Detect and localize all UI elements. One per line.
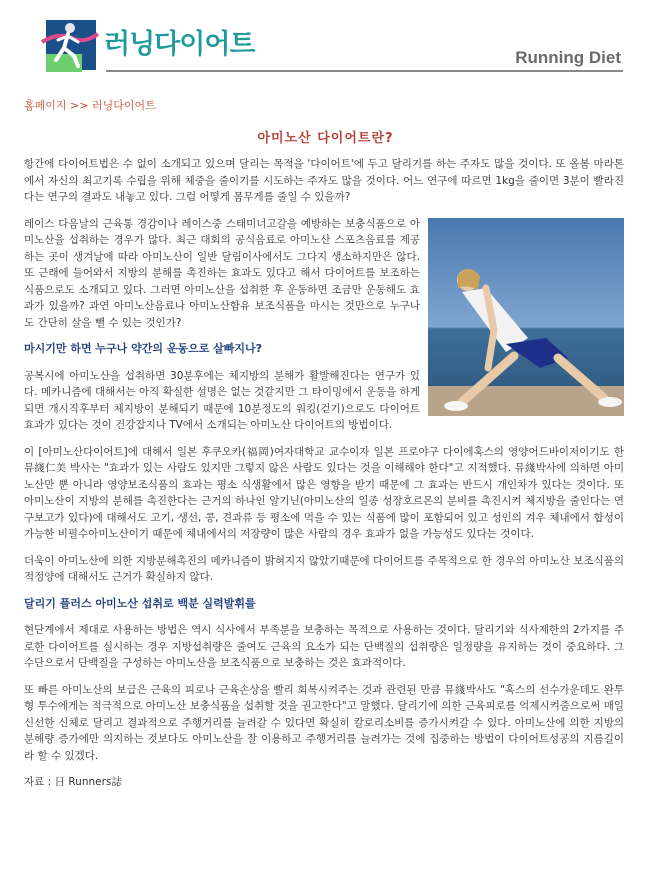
logo-text[interactable]: 러닝다이어트 xyxy=(104,29,255,60)
article-paragraph: 항간에 다이어트법은 수 없이 소개되고 있으며 달리는 목적을 '다이어트'에 두고 달리기를 하는 주자도 많을 것이다. 또 올봄 마라톤에서 자신의 최고기록 수립을 위해 체중을 줄이기를 시도하는 주자도 많을 것이다. 어느 연구에 따르면 1kg을 줄이면 3분이 빨라진다는 연구의 결과도 내놓고 있다. 그럼 어떻게 몸무게를 줄일 수 있을까? xyxy=(24,158,624,203)
breadcrumb-current-link[interactable]: 러닝다이어트 xyxy=(91,99,156,112)
brand-title: Running Diet xyxy=(515,48,621,67)
article-paragraph: 공복시에 아미노산을 섭취하면 30분후에는 체지방의 분해가 활발해진다는 연구가 있다. 메카니즘에 대해서는 아직 확실한 설명은 없는 것같지만 그 타이밍에서 운동을 하게되면 개시직후부터 체지방이 분해되기 때문에 10분정도의 워킹(걷기)으로도 다이어트효과가 있다는 것이 건강잡지나 TV에서 소개되는 아미노산 다이어트의 방법이다. xyxy=(24,369,420,431)
breadcrumb xyxy=(24,97,156,113)
breadcrumb-separator: >> xyxy=(70,99,89,112)
section-heading: 마시기만 하면 누구나 약간의 운동으로 살빠지나? xyxy=(24,342,263,355)
header-divider xyxy=(106,70,623,72)
page-title: 아미노산 다이어트란? xyxy=(257,131,394,146)
article-body xyxy=(24,156,624,791)
article-source: 자료 : 日 Runners誌 xyxy=(24,776,122,788)
page-header xyxy=(0,0,651,78)
article-paragraph: 이 [아미노산다이어트]에 대해서 일본 후쿠오카(福岡)여자대학교 교수이자 일본 프로야구 다이에혹스의 영양어드바이저이기도 한 뮤綫仁美 박사는 "효과가 있는 사람도 있지만 그렇지 않은 사람도 있다는 것을 이해해야 한다"고 지적했다. 뮤綫박사에 의하면 아미노산만 뿐 아니라 영양보조식품의 효과는 평소 식생활에서 많은 영향을 받기 때문에 그 효과는 반드시 개인차가 있다는 것이다. 또 아미노산이 지방의 분해를 촉진한다는 근거의 하나인 알기닌(아미노산의 일종 성장호르몬의 분비를 촉진시켜 체지방을 줄인다는 연구보고가 있다)에 대해서도 고기, 생선, 콩, 견과류 등 평소에 먹을 수 있는 식품에 많이 포함되어 있고 성인의 겨우 체내에서 합성이 가능한 비필수아미노산이기 때문에 체내에서의 저장량이 많은 사람의 경우 효과가 없을 가능성도 있다는 것이다. xyxy=(24,445,624,540)
stretching-runner-photo xyxy=(428,218,624,416)
article-paragraph: 현단계에서 제대로 사용하는 방법은 역시 식사에서 부족분을 보충하는 목적으로 사용하는 것이다. 달리기와 식사제한의 2가지를 주로한 다이어트를 실시하는 경우 지방섭취량은 줄여도 근육의 요소가 되는 단백질의 섭취량은 일정량을 유지하는 것이 중요하다. 그 수단으로서 단백질을 구성하는 아미노산을 보조식품으로 보충하는 것은 효과적이다. xyxy=(24,624,624,669)
article-paragraph: 더욱이 아미노산에 의한 지방분해촉진의 메카니즘이 밝혀지지 않았기때문에 다이어트를 주목적으로 한 경우의 아미노산 보조식품의 적정양에 대해서도 근거가 확실하지 않다. xyxy=(24,554,624,583)
breadcrumb-home-link[interactable]: 홈페이지 xyxy=(24,99,67,112)
section-heading: 달리기 플러스 아미노산 섭취로 백분 실력발휘를 xyxy=(24,596,256,610)
runner-logo-icon xyxy=(38,14,100,76)
article-paragraph: 레이스 다음날의 근육통 경감이나 레이스중 스태미너고갈을 예방하는 보충식품으로 아미노산을 섭취하는 경우가 많다. 최근 대회의 공식음료로 아미노산 스포츠음료를 제공하는 곳이 생겨날에 따라 아미노산이 일반 달림이사에서도 그다지 생소하지만은 않다. 또 근래에 들어와서 지방의 분해를 촉진하는 효과도 있다고 해서 다이어트를 보조하는 식품으로도 소개되고 있다. 그러면 아미노산을 섭취한 후 운동하면 조금만 운동해도 효과가 있을까? 과연 아미노산음료나 아미노산함유 보조식품을 마시는 것만으로 누구나도 간단히 살을 뺄 수 있는 것인가? xyxy=(24,217,420,329)
article-paragraph: 또 빠른 아미노산의 보급은 근육의 피로나 근육손상을 빨리 회복시켜주는 것과 관련된 만큼 뮤綫박사도 "혹스의 선수가운데도 완투형 투수에게는 적극적으로 아미노산 보충식품을 섭취할 것을 권고한다"고 말했다. 달리기에 의한 근육피로를 억제시켜줌으로써 매일 신선한 신체로 달리고 결과적으로 주행거리를 늘려갈 수 있다면 확실히 칼로리소비를 증가시켜갈 수 있다. 아미노산에 의한 지방의 분해량 증가에만 의지하는 것보다도 아미노산을 잘 이용하고 주행거리를 늘려가는 것에 집중하는 방법이 다이어트성공의 지름길이라 할 수 있겠다. xyxy=(24,683,624,762)
